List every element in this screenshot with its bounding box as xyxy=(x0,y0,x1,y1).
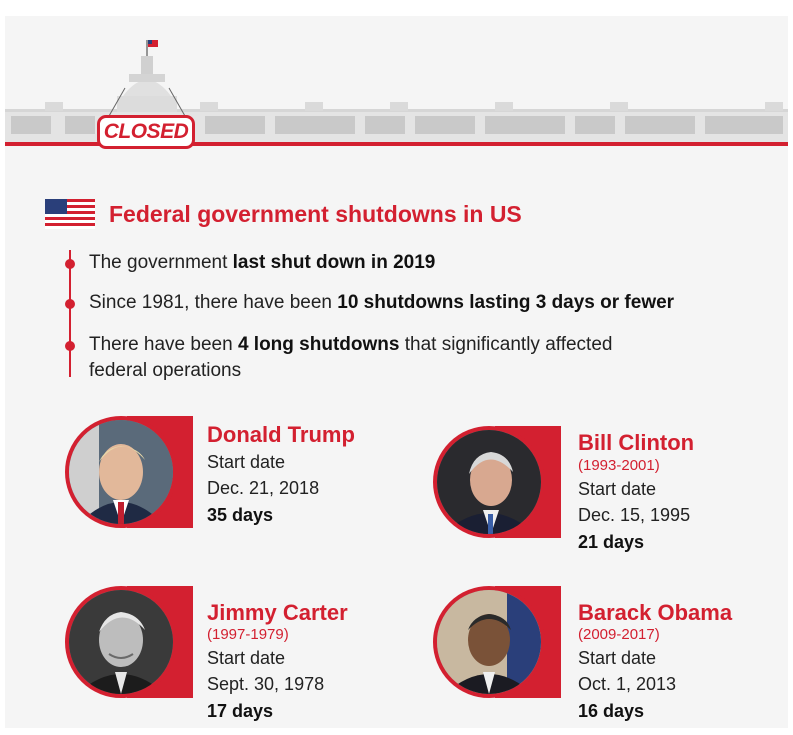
term-years: (1997-1979) xyxy=(207,626,289,643)
section-title xyxy=(45,199,522,229)
portrait-frame xyxy=(65,586,195,698)
bullet-dot xyxy=(65,341,75,351)
start-date-label: Start date xyxy=(207,648,286,668)
portrait-frame xyxy=(65,416,195,528)
bullet-dot xyxy=(65,299,75,309)
fact-item: Since 1981, there have been 10 shutdowns lasting 3 days or fewer xyxy=(89,292,675,313)
timeline-line xyxy=(69,250,71,377)
start-date-label: Start date xyxy=(207,452,286,472)
portrait-frame xyxy=(433,586,563,698)
start-date-value: Dec. 15, 1995 xyxy=(578,505,691,525)
person-name: Donald Trump xyxy=(207,422,355,447)
start-date-label: Start date xyxy=(578,648,657,668)
portrait-photo xyxy=(65,416,177,528)
portrait-photo xyxy=(65,586,177,698)
term-years: (1993-2001) xyxy=(578,457,660,474)
fact-item: The government last shut down in 2019 xyxy=(89,252,436,273)
start-date-value: Oct. 1, 2013 xyxy=(578,674,677,694)
portrait-photo xyxy=(433,426,545,538)
person-card-clinton xyxy=(433,416,773,552)
person-name: Barack Obama xyxy=(578,600,733,625)
duration-days: 35 days xyxy=(207,505,274,525)
closed-sign xyxy=(97,115,195,149)
start-date-value: Dec. 21, 2018 xyxy=(207,478,320,498)
portrait-photo xyxy=(433,586,545,698)
duration-days: 21 days xyxy=(578,532,645,552)
bullet-dot xyxy=(65,259,75,269)
person-card-trump xyxy=(65,416,385,536)
person-name: Jimmy Carter xyxy=(207,600,348,625)
start-date-label: Start date xyxy=(578,479,657,499)
person-card-obama xyxy=(433,586,773,721)
closed-label: CLOSED xyxy=(103,120,189,143)
term-years: (2009-2017) xyxy=(578,626,660,643)
page-title: Federal government shutdowns in US xyxy=(109,200,522,227)
duration-days: 16 days xyxy=(578,701,645,721)
portrait-frame xyxy=(433,426,563,538)
start-date-value: Sept. 30, 1978 xyxy=(207,674,325,694)
person-name: Bill Clinton xyxy=(578,430,695,455)
person-card-carter xyxy=(65,586,385,721)
duration-days: 17 days xyxy=(207,701,274,721)
infographic-card xyxy=(5,16,788,728)
us-flag-icon xyxy=(45,199,95,229)
fact-item: There have been 4 long shutdowns that significantly affected federal operations xyxy=(89,334,613,381)
